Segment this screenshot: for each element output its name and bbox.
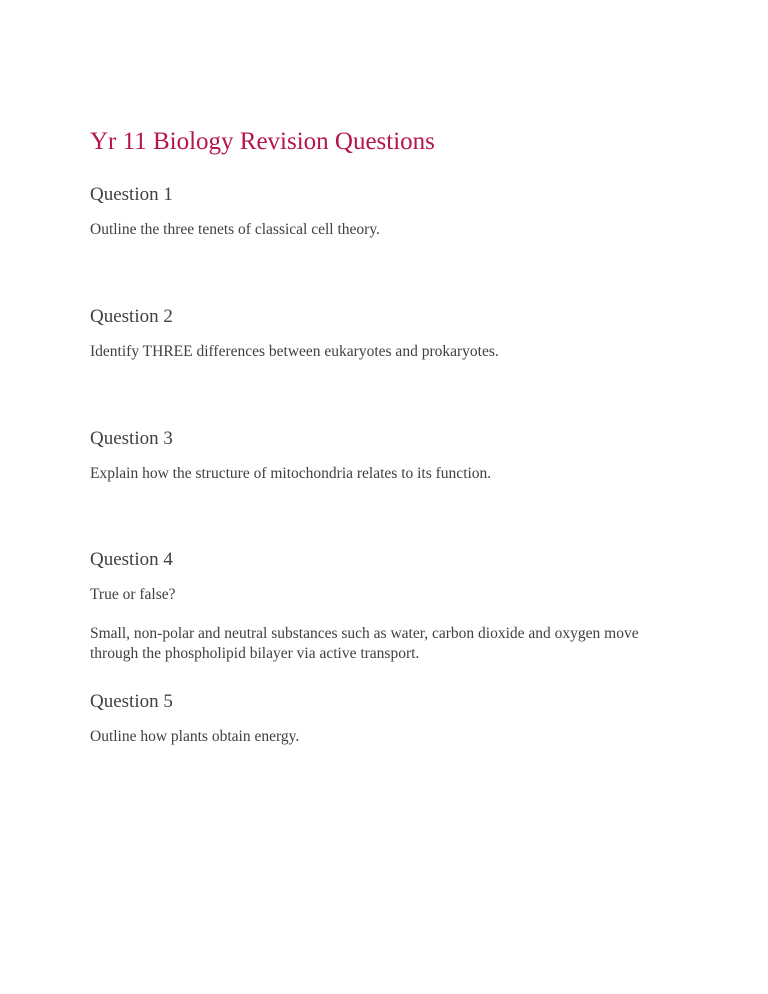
question-3-heading: Question 3 <box>90 428 173 449</box>
document-title: Yr 11 Biology Revision Questions <box>90 128 435 155</box>
question-2-text: Identify THREE differences between eukaryotes and prokaryotes. <box>90 343 499 360</box>
question-5-heading: Question 5 <box>90 691 173 712</box>
question-1-heading: Question 1 <box>90 184 173 205</box>
question-4-statement: Small, non-polar and neutral substances such as water, carbon dioxide and oxygen move through the phospholipid bilayer via active transport. <box>90 625 639 662</box>
question-1-text: Outline the three tenets of classical cell theory. <box>90 221 380 238</box>
question-3-text: Explain how the structure of mitochondria relates to its function. <box>90 465 492 482</box>
question-4-heading: Question 4 <box>90 549 173 570</box>
question-4-prompt: True or false? <box>90 586 176 603</box>
question-2-heading: Question 2 <box>90 306 173 327</box>
question-5-text: Outline how plants obtain energy. <box>90 728 300 745</box>
